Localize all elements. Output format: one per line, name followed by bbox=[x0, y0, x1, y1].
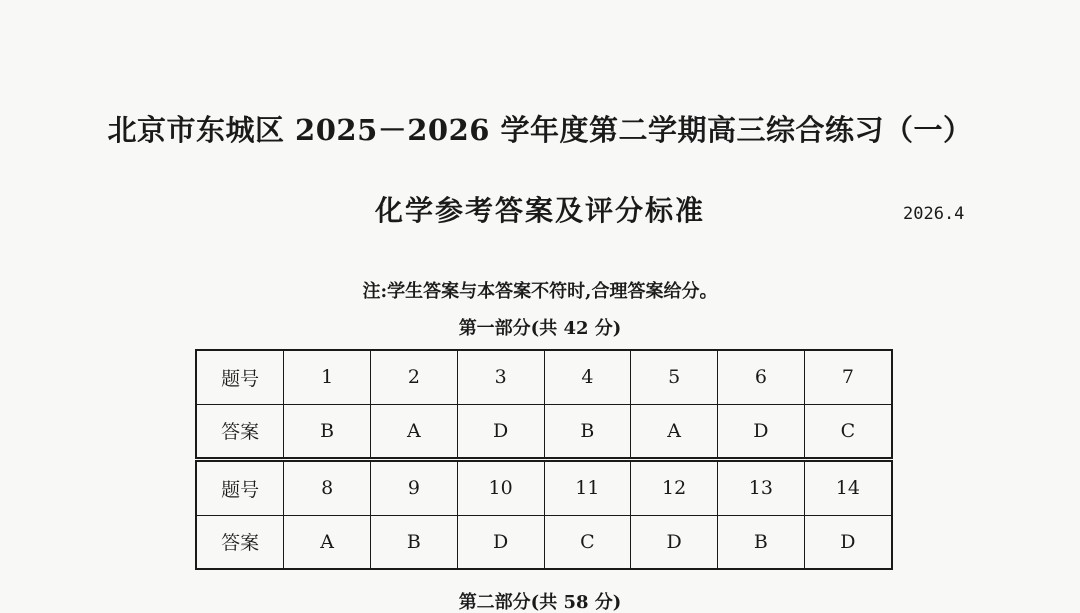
question-number: 5 bbox=[631, 351, 718, 404]
answer-cell: D bbox=[631, 515, 718, 568]
answer-cell: C bbox=[544, 515, 631, 568]
question-number: 4 bbox=[544, 351, 631, 404]
answer-row-label: 答案 bbox=[197, 404, 284, 457]
question-number: 2 bbox=[371, 351, 458, 404]
document-title: 北京市东城区 2025－2026 学年度第二学期高三综合练习（一） bbox=[107, 113, 973, 147]
answer-cell: B bbox=[544, 404, 631, 457]
question-number: 9 bbox=[371, 462, 458, 515]
answer-cell: D bbox=[804, 515, 891, 568]
answer-table-2 bbox=[195, 460, 893, 570]
question-number: 6 bbox=[718, 351, 805, 404]
answer-cell: B bbox=[718, 515, 805, 568]
answer-table-1 bbox=[195, 349, 893, 459]
part1-heading: 第一部分(共 42 分) bbox=[458, 318, 622, 339]
grading-note: 注:学生答案与本答案不符时,合理答案给分。 bbox=[362, 281, 718, 302]
part2-heading: 第二部分(共 58 分) bbox=[458, 592, 622, 613]
question-row bbox=[197, 462, 891, 515]
question-row bbox=[197, 351, 891, 404]
answer-cell: D bbox=[718, 404, 805, 457]
answer-cell: A bbox=[631, 404, 718, 457]
answer-row-label: 答案 bbox=[197, 515, 284, 568]
question-number: 1 bbox=[284, 351, 371, 404]
answer-cell: D bbox=[457, 404, 544, 457]
document-subtitle: 化学参考答案及评分标准 bbox=[374, 194, 705, 227]
question-number: 14 bbox=[804, 462, 891, 515]
question-number: 7 bbox=[804, 351, 891, 404]
answer-cell: D bbox=[457, 515, 544, 568]
answer-row bbox=[197, 515, 891, 568]
question-number: 12 bbox=[631, 462, 718, 515]
answer-row bbox=[197, 404, 891, 457]
question-number: 3 bbox=[457, 351, 544, 404]
question-row-label: 题号 bbox=[197, 462, 284, 515]
question-number: 13 bbox=[718, 462, 805, 515]
answer-cell: A bbox=[284, 515, 371, 568]
answer-cell: B bbox=[284, 404, 371, 457]
question-row-label: 题号 bbox=[197, 351, 284, 404]
question-number: 8 bbox=[284, 462, 371, 515]
answer-cell: B bbox=[371, 515, 458, 568]
document-date: 2026.4 bbox=[903, 204, 965, 224]
question-number: 11 bbox=[544, 462, 631, 515]
answer-cell: A bbox=[371, 404, 458, 457]
answer-cell: C bbox=[804, 404, 891, 457]
question-number: 10 bbox=[457, 462, 544, 515]
